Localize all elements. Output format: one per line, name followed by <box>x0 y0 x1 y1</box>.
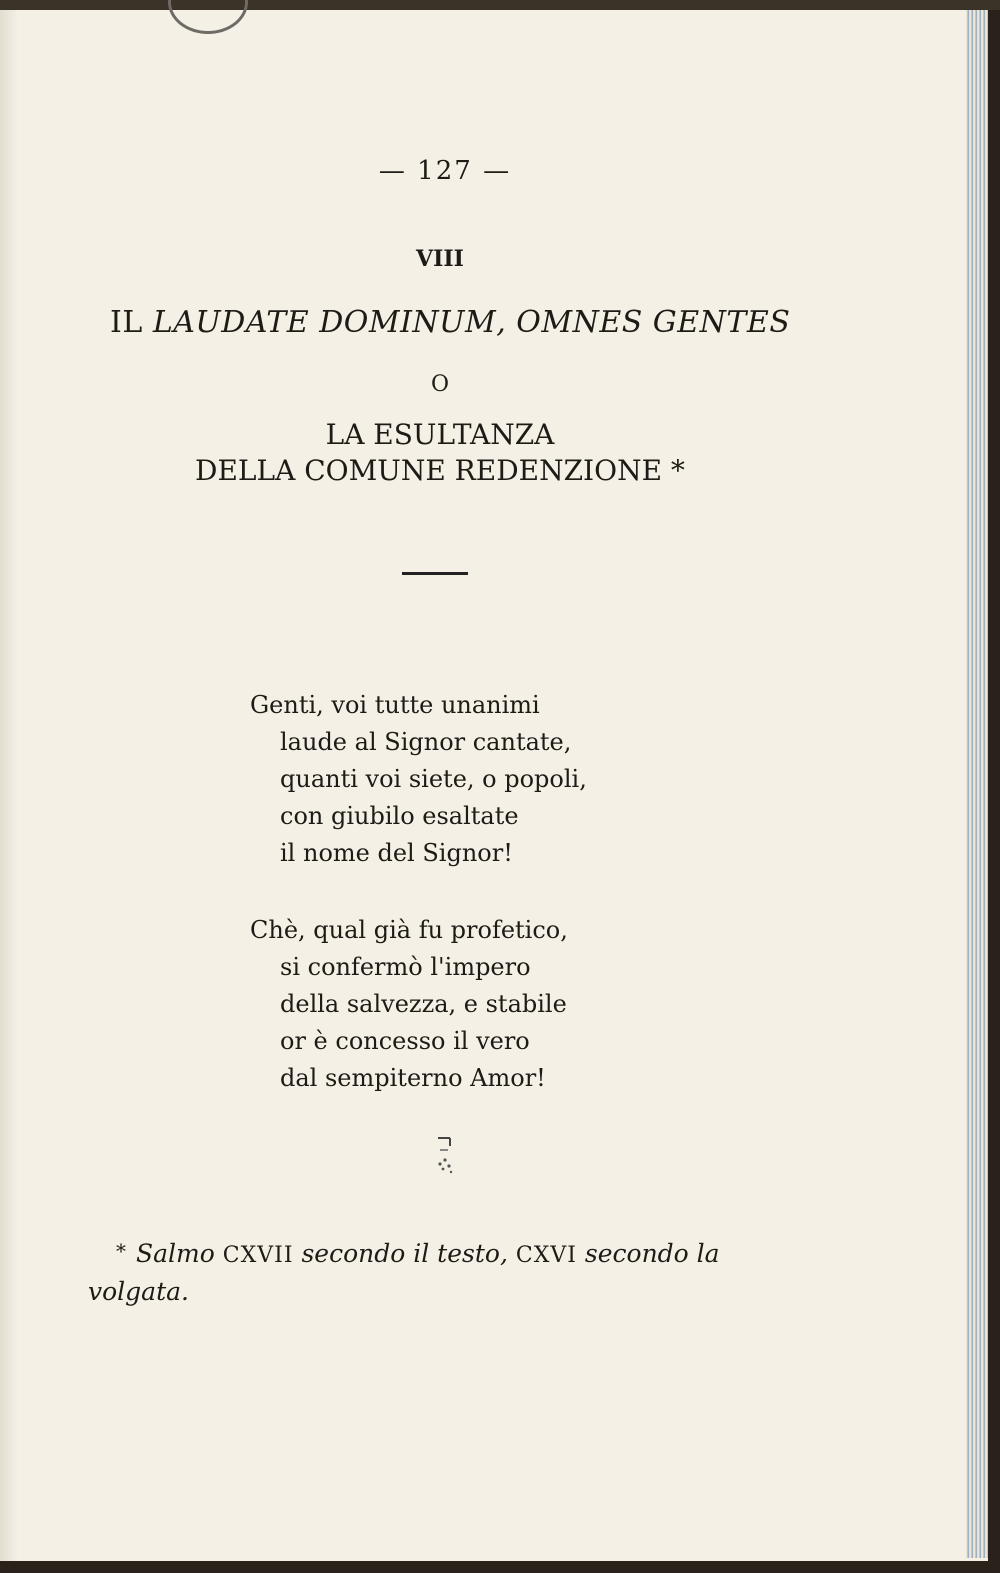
footnote <box>88 1233 778 1310</box>
footnote-text-3: secondo la volgata. <box>88 1239 720 1306</box>
verse-line: laude al Signor cantate, <box>280 728 572 756</box>
verse-line: Genti, voi tutte unanimi <box>250 691 540 719</box>
title-connector: O <box>430 372 450 397</box>
page-edges <box>966 10 988 1558</box>
divider-rule <box>402 572 468 575</box>
verse-line: si confermò l'impero <box>280 953 531 981</box>
verse-line: dal sempiterno Amor! <box>280 1064 546 1092</box>
section-number: VIII <box>416 246 464 272</box>
footnote-numeral-1: CXVII <box>222 1243 294 1268</box>
verse-line: quanti voi siete, o popoli, <box>280 765 587 793</box>
footnote-text-2: secondo il testo, <box>301 1239 508 1268</box>
stanza <box>250 912 568 1097</box>
page-top-edge <box>0 0 1000 10</box>
verse-line: della salvezza, e stabile <box>280 990 567 1018</box>
page-gutter <box>0 0 18 1561</box>
stanza <box>250 687 587 872</box>
page-bottom-edge <box>0 1561 1000 1573</box>
ornament-icon-graphic <box>432 1134 458 1180</box>
verse-line: il nome del Signor! <box>280 839 513 867</box>
verse-line: or è concesso il vero <box>280 1027 530 1055</box>
verse-line: con giubilo esaltate <box>280 802 519 830</box>
title-prefix: IL <box>110 305 143 340</box>
poem-title <box>110 305 790 340</box>
title-latin: LAUDATE DOMINUM, OMNES GENTES <box>152 305 791 340</box>
footnote-marker: * <box>116 1239 126 1263</box>
subtitle-line-2: DELLA COMUNE REDENZIONE * <box>195 454 685 487</box>
footnote-numeral-2: CXVI <box>515 1243 577 1268</box>
ornament-icon <box>432 1134 458 1180</box>
page-number: — 127 — <box>378 156 512 186</box>
footnote-text-1: Salmo <box>136 1239 215 1268</box>
subtitle-line-1: LA ESULTANZA <box>325 418 555 451</box>
verse-line: Chè, qual già fu profetico, <box>250 916 568 944</box>
